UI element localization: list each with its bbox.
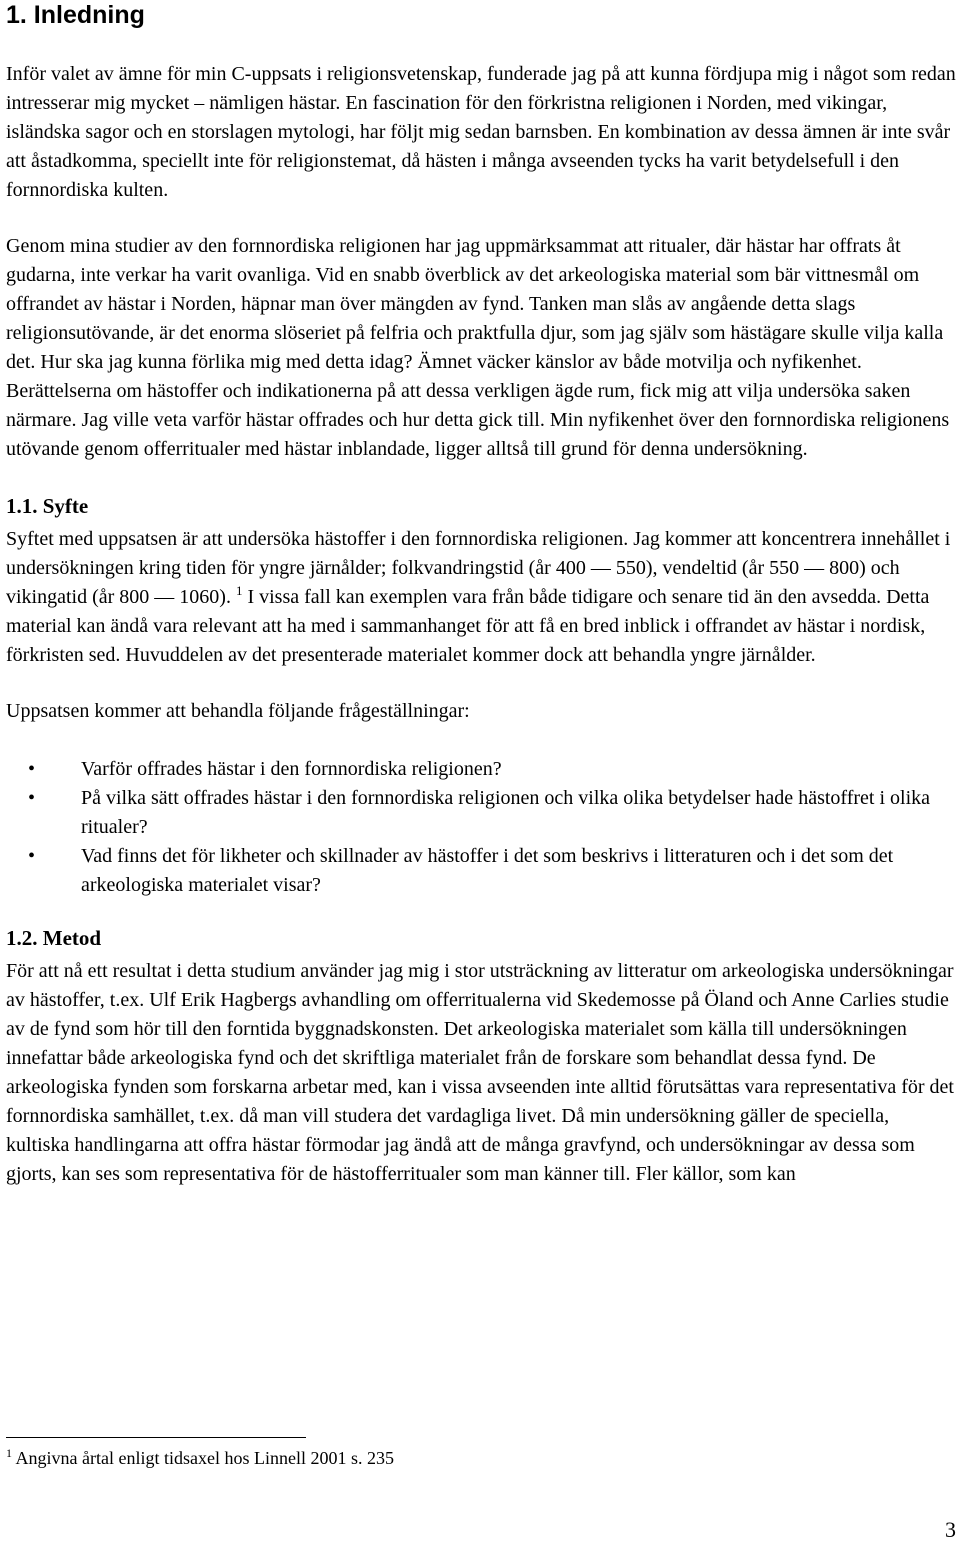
page-number: 3 bbox=[945, 1517, 956, 1542]
footnote-divider bbox=[6, 1437, 306, 1438]
chapter-heading: 1. Inledning bbox=[6, 1, 145, 29]
section-heading-metod: 1.2. Metod bbox=[6, 926, 102, 950]
footnote-reference[interactable]: 1 bbox=[235, 583, 243, 598]
bullet-icon: • bbox=[28, 758, 36, 780]
bullet-icon: • bbox=[28, 845, 36, 867]
list-item bbox=[6, 755, 956, 784]
intro-paragraph-2: Genom mina studier av den fornnordiska religionen har jag uppmärksammat att ritualer, där hästar har offrats åt gudarna, inte verkar ha varit ovanliga. Vid en snabb överblick av det arkeologiska material som bär vittnesmål om offrandet av hästar i Norden, häpnar man över mängden av fynd. Tanken man slås av angående detta slags religionsutövande, är det enorma slöseriet på felfria och praktfulla djur, som jag själv som hästägare skulle vilja kalla det. Hur ska jag kunna förlika mig med detta idag? Ämnet väcker känslor av både motvilja och nyfikenhet. Berättelserna om hästoffer och indikationerna på att dessa verkligen ägde rum, fick mig att vilja undersöka saken närmare. Jag ville veta varför hästar offrades och hur detta gick till. Min nyfikenhet över den fornnordiska religionens utövande genom offerritualer med hästar inblandade, ligger alltså till grund för denna undersökning. bbox=[6, 235, 950, 460]
syfte-paragraph bbox=[6, 525, 956, 670]
footnote-text: Angivna årtal enligt tidsaxel hos Linnell 2001 s. 235 bbox=[12, 1448, 394, 1468]
intro-paragraph-1: Inför valet av ämne för min C-uppsats i religionsvetenskap, funderade jag på att kunna fördjupa mig i något som redan intresserar mig mycket – nämligen hästar. En fascination för den förkristna religionen i Norden, med vikingar, isländska sagor och en storslagen mytologi, har följt mig sedan barnsben. En kombination av dessa ämnen är inte svår att åstadkomma, speciellt inte för religionstemat, då hästen i många avseenden tycks ha varit betydelsefull i den fornnordiska kulten. bbox=[6, 63, 956, 201]
questions-list bbox=[6, 755, 956, 900]
list-item bbox=[6, 842, 956, 900]
question-text: Varför offrades hästar i den fornnordiska religionen? bbox=[81, 758, 502, 780]
syfte-paragraph-text-1: Syftet med uppsatsen är att undersöka hästoffer i den fornnordiska religionen. Jag kommer att koncentrera innehållet i undersökningen kring tiden för yngre järnålder; folkvandringstid (år 400 — 550), vendeltid (år 550 — 800) och vikingatid (år 800 — 1060). bbox=[6, 528, 951, 608]
question-text: På vilka sätt offrades hästar i den fornnordiska religionen och vilka olika betydelser hade hästoffret i olika ritualer? bbox=[81, 787, 931, 838]
footnote bbox=[6, 1445, 394, 1471]
bullet-icon: • bbox=[28, 787, 36, 809]
metod-paragraph: För att nå ett resultat i detta studium använder jag mig i stor utsträckning av litteratur om arkeologiska undersökningar av hästoffer, t.ex. Ulf Erik Hagbergs avhandling om offerritualerna vid Skedemosse på Öland och Anne Carlies studie av de fynd som hör till den forntida byggnadskonsten. Det arkeologiska materialet som källa till undersökningen innefattar både arkeologiska fynd och det skriftliga materialet från de forskare som behandlat dessa fynd. De arkeologiska fynden som forskarna arbetar med, kan i vissa avseenden inte alltid förutsättas vara representativa för det fornnordiska samhället, t.ex. då man vill studera det vardagliga livet. Då min undersökning gäller de speciella, kultiska handlingarna att offra hästar förmodar jag ändå att de många gravfynd, och undersökningar av dessa som gjorts, kan ses som representativa för de hästofferritualer som man känner till. Fler källor, som kan bbox=[6, 960, 954, 1185]
section-heading-syfte: 1.1. Syfte bbox=[6, 494, 89, 518]
footnote-number: 1 bbox=[6, 1446, 12, 1460]
document-page bbox=[6, 0, 956, 1189]
questions-intro: Uppsatsen kommer att behandla följande frågeställningar: bbox=[6, 700, 470, 722]
question-text: Vad finns det för likheter och skillnader av hästoffer i det som beskrivs i litteraturen och i det som det arkeologiska materialet visar? bbox=[81, 845, 894, 896]
list-item bbox=[6, 784, 956, 842]
syfte-paragraph-text-2: I vissa fall kan exemplen vara från både tidigare och senare tid än den avsedda. Detta material kan ändå vara relevant att ha med i sammanhanget för att få en bred inblick i offrandet av hästar i nordisk, förkristen sed. Huvuddelen av det presenterade materialet kommer dock att behandla yngre järnålder. bbox=[6, 586, 930, 666]
